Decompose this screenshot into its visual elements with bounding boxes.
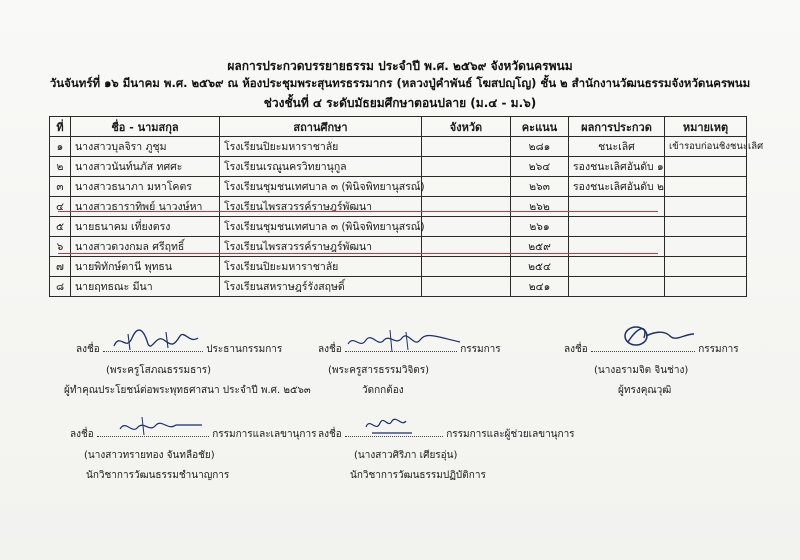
- handwritten-signature: [344, 326, 464, 356]
- table-header-row: [50, 117, 747, 137]
- row-remark: [665, 177, 747, 197]
- row-school: โรงเรียนเรณูนครวิทยานุกูล: [220, 157, 422, 177]
- row-score: ๒๖๔: [511, 157, 569, 177]
- row-result: [569, 277, 665, 297]
- row-score: ๒๖๒: [511, 197, 569, 217]
- signature-block-committee-2: [564, 340, 739, 398]
- handwritten-signature: [116, 413, 206, 439]
- handwritten-signature: [362, 409, 422, 439]
- row-remark: [665, 197, 747, 217]
- handwritten-signature: [618, 320, 698, 354]
- row-no: ๓: [50, 177, 71, 197]
- table-row: [50, 257, 747, 277]
- signer-title: นักวิชาการวัฒนธรรมชำนาญการ: [86, 470, 230, 481]
- signer-role: กรรมการ: [698, 344, 739, 355]
- signer-title: นักวิชาการวัฒนธรรมปฏิบัติการ: [350, 470, 486, 481]
- sign-label: ลงชื่อ: [318, 429, 342, 440]
- row-score: ๒๔๑: [511, 277, 569, 297]
- row-result: [569, 257, 665, 277]
- row-result: ชนะเลิศ: [569, 137, 665, 157]
- row-no: ๗: [50, 257, 71, 277]
- row-remark: [665, 157, 747, 177]
- row-score: ๒๕๔: [511, 257, 569, 277]
- sign-label: ลงชื่อ: [318, 344, 342, 355]
- row-no: ๒: [50, 157, 71, 177]
- row-name: นายธนาคม เที่ยงตรง: [71, 217, 220, 237]
- col-header-name: ชื่อ - นามสกุล: [71, 117, 220, 137]
- row-name: นางสาวธาราทิพย์ นาวงษ์หา: [71, 197, 220, 217]
- row-school: โรงเรียนไพรสวรรค์ราษฎร์พัฒนา: [220, 237, 422, 257]
- row-name: นายพิทักษ์ตานี พุทธน: [71, 257, 220, 277]
- signature-block-assistant-secretary: [318, 425, 575, 483]
- signer-title: ผู้ทรงคุณวุฒิ: [618, 385, 672, 396]
- row-name: นางสาวธนาภา มหาโคตร: [71, 177, 220, 197]
- row-no: ๖: [50, 237, 71, 257]
- row-name: นางสาวดวงกมล ศรีฤทธิ์: [71, 237, 220, 257]
- row-province: [422, 197, 511, 217]
- row-remark: เข้ารอบก่อนชิงชนะเลิศ: [665, 137, 747, 157]
- row-result: รองชนะเลิศอันดับ ๒: [569, 177, 665, 197]
- signer-name: (นางอรามจิต จินช่าง): [594, 365, 689, 376]
- row-remark: [665, 237, 747, 257]
- row-name: นางสาวนันท์นภัส ทศศะ: [71, 157, 220, 177]
- row-school: โรงเรียนไพรสวรรค์ราษฎร์พัฒนา: [220, 197, 422, 217]
- row-province: [422, 277, 511, 297]
- sign-label: ลงชื่อ: [70, 429, 94, 440]
- row-score: ๒๖๓: [511, 177, 569, 197]
- signature-block-chairman: [64, 340, 311, 398]
- table-row: [50, 217, 747, 237]
- table-row: [50, 177, 747, 197]
- row-remark: [665, 277, 747, 297]
- results-table: [49, 116, 764, 297]
- table-row: [50, 197, 747, 217]
- row-score: ๒๖๑: [511, 217, 569, 237]
- document-level: ช่วงชั้นที่ ๔ ระดับมัธยมศึกษาตอนปลาย (ม.๔ - ม.๖): [263, 96, 537, 110]
- row-province: [422, 217, 511, 237]
- table-row: [50, 277, 747, 297]
- handwritten-signature: [108, 326, 203, 356]
- signer-title: วัดกกต้อง: [362, 385, 404, 396]
- col-header-no: ที่: [50, 117, 71, 137]
- red-pen-line: [58, 211, 658, 212]
- col-header-score: คะแนน: [511, 117, 569, 137]
- col-header-result: ผลการประกวด: [569, 117, 665, 137]
- row-name: นางสาวบุลจิรา ภูชุม: [71, 137, 220, 157]
- row-school: โรงเรียนปิยะมหาราชาลัย: [220, 257, 422, 277]
- signer-name: (พระครูสารธรรมวิจิตร): [328, 365, 430, 376]
- row-remark: [665, 257, 747, 277]
- signer-role: กรรมการ: [460, 344, 501, 355]
- row-result: [569, 197, 665, 217]
- row-no: ๘: [50, 277, 71, 297]
- col-header-province: จังหวัด: [422, 117, 511, 137]
- signer-title: ผู้ทำคุณประโยชน์ต่อพระพุทธศาสนา ประจำปี พ.ศ. ๒๕๖๓: [64, 385, 311, 396]
- signer-name: (พระครูโสภณธรรมธาร): [106, 365, 212, 376]
- table-row: [50, 157, 747, 177]
- signer-name: (นางสาวทรายทอง จันทลือชัย): [84, 450, 215, 461]
- row-score: ๒๘๑: [511, 137, 569, 157]
- document-title: ผลการประกวดบรรยายธรรม ประจำปี พ.ศ. ๒๕๖๙ จังหวัดนครพนม: [227, 59, 573, 73]
- row-province: [422, 177, 511, 197]
- row-no: ๔: [50, 197, 71, 217]
- signature-block-secretary: [70, 425, 316, 483]
- row-name: นายฤทธณะ มีนา: [71, 277, 220, 297]
- row-remark: [665, 217, 747, 237]
- row-school: โรงเรียนสหราษฎร์รังสฤษดิ์: [220, 277, 422, 297]
- table-row: [50, 137, 747, 157]
- signer-role: กรรมการและผู้ช่วยเลขานุการ: [446, 429, 575, 440]
- red-pen-line: [58, 253, 658, 254]
- row-province: [422, 257, 511, 277]
- col-header-remark: หมายเหตุ: [665, 117, 747, 137]
- col-header-school: สถานศึกษา: [220, 117, 422, 137]
- signer-role: ประธานกรรมการ: [206, 344, 283, 355]
- row-school: โรงเรียนชุมชนเทศบาล ๓ (พินิจพิทยานุสรณ์): [220, 177, 422, 197]
- row-school: โรงเรียนปิยะมหาราชาลัย: [220, 137, 422, 157]
- sign-label: ลงชื่อ: [564, 344, 588, 355]
- sign-label: ลงชื่อ: [76, 344, 100, 355]
- row-province: [422, 137, 511, 157]
- document-subtitle: วันจันทร์ที่ ๑๖ มีนาคม พ.ศ. ๒๕๖๙ ณ ห้องประชุมพระสุนทรธรรมากร (หลวงปู่คำพันธ์ โฆสปญฺโญ) ชั้น ๒ สำนักงานวัฒนธรรมจังหวัดนครพนม: [49, 76, 751, 90]
- signer-name: (นางสาวศิริภา เศียรอุ่น): [354, 450, 458, 461]
- signature-block-committee-1: [318, 340, 501, 398]
- row-no: ๑: [50, 137, 71, 157]
- row-score: ๒๕๙: [511, 237, 569, 257]
- row-province: [422, 157, 511, 177]
- row-school: โรงเรียนชุมชนเทศบาล ๓ (พินิจพิทยานุสรณ์): [220, 217, 422, 237]
- row-result: รองชนะเลิศอันดับ ๑: [569, 157, 665, 177]
- row-no: ๕: [50, 217, 71, 237]
- signer-role: กรรมการและเลขานุการ: [212, 429, 317, 440]
- row-result: [569, 217, 665, 237]
